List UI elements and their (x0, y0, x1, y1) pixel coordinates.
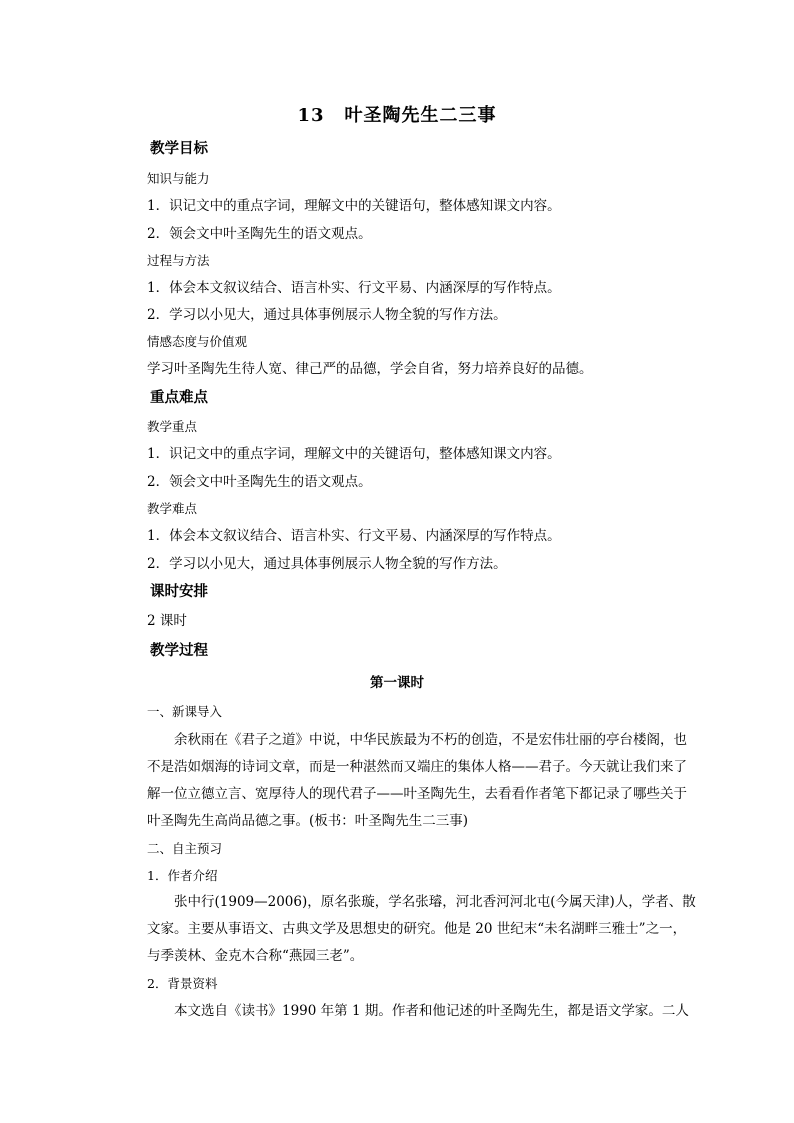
goal-item: 2．学习以小见大，通过具体事例展示人物全貌的写作方法。 (147, 307, 507, 323)
lesson-heading: 第一课时 (370, 675, 424, 691)
subsection-heading: 2．背景资料 (147, 976, 218, 991)
method-heading: 过程与方法 (147, 253, 210, 268)
key-points-heading: 教学重点 (147, 419, 198, 434)
goal-item: 2．领会文中叶圣陶先生的语文观点。 (147, 226, 372, 242)
key-item: 1．体会本文叙议结合、语言朴实、行文平易、内涵深厚的写作特点。 (147, 528, 561, 544)
key-heading: 重点难点 (150, 389, 208, 406)
emotion-heading: 情感态度与价值观 (147, 334, 248, 349)
subsection-heading: 1．作者介绍 (147, 868, 218, 883)
schedule-text: 2 课时 (147, 613, 187, 629)
paragraph-line: 与季羡林、金克木合称“燕园三老”。 (147, 948, 364, 964)
goal-item: 1．体会本文叙议结合、语言朴实、行文平易、内涵深厚的写作特点。 (147, 280, 561, 296)
paragraph-line: 余秋雨在《君子之道》中说，中华民族最为不朽的创造，不是宏伟壮丽的亭台楼阁，也 (174, 732, 687, 748)
section-heading: 一、新课导入 (147, 704, 223, 719)
title-number: 13 (297, 105, 325, 126)
key-item: 1．识记文中的重点字词，理解文中的关键语句，整体感知课文内容。 (147, 446, 561, 462)
key-item: 2．领会文中叶圣陶先生的语文观点。 (147, 474, 372, 490)
difficult-points-heading: 教学难点 (147, 501, 198, 516)
goals-heading: 教学目标 (150, 140, 208, 157)
paragraph-line: 不是浩如烟海的诗词文章，而是一种湛然而又端庄的集体人格——君子。今天就让我们来了 (147, 759, 687, 775)
title-text: 叶圣陶先生二三事 (344, 105, 497, 126)
process-heading: 教学过程 (150, 642, 208, 659)
knowledge-heading: 知识与能力 (147, 171, 210, 186)
paragraph-line: 本文选自《读书》1990 年第 1 期。作者和他记述的叶圣陶先生，都是语文学家。二人 (174, 1003, 689, 1019)
page-title (0, 101, 794, 127)
section-heading: 二、自主预习 (147, 841, 223, 856)
goal-item: 1．识记文中的重点字词，理解文中的关键语句，整体感知课文内容。 (147, 198, 561, 214)
paragraph-line: 张中行(1909—2006)，原名张璇，学名张璿，河北香河河北屯(今属天津)人，学者、散 (174, 894, 696, 910)
key-item: 2．学习以小见大，通过具体事例展示人物全貌的写作方法。 (147, 556, 507, 572)
schedule-heading: 课时安排 (150, 583, 208, 600)
paragraph-line: 解一位立德立言、宽厚待人的现代君子——叶圣陶先生，去看看作者笔下都记录了哪些关于 (147, 786, 687, 802)
paragraph-line: 文家。主要从事语文、古典文学及思想史的研究。他是 20 世纪末“未名湖畔三雅士”之一， (147, 921, 687, 937)
paragraph-line: 叶圣陶先生高尚品德之事。(板书：叶圣陶先生二三事) (147, 813, 469, 829)
goal-item: 学习叶圣陶先生待人宽、律己严的品德，学会自省，努力培养良好的品德。 (147, 361, 593, 377)
